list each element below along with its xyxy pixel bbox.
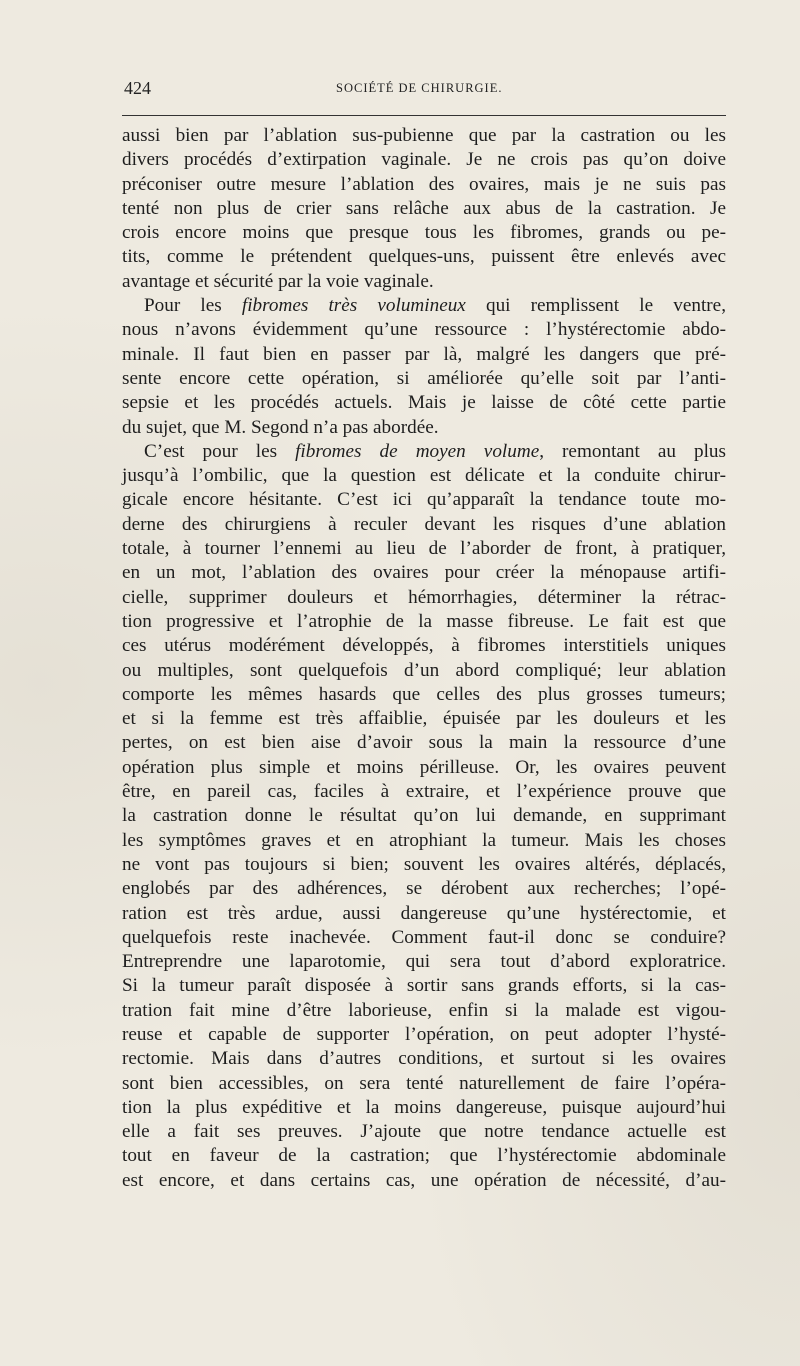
text-line	[122, 464, 726, 488]
text-line	[122, 829, 726, 853]
text-segment: derne des chirurgiens à reculer devant les risques d’une ablation	[122, 513, 726, 535]
text-segment: tout en faveur de la castration; que l’hystérectomie abdominale	[122, 1145, 726, 1167]
text-segment: , remontant au plus	[539, 440, 726, 462]
body-text	[122, 124, 726, 1193]
text-line	[122, 926, 726, 950]
text-line	[122, 221, 726, 245]
text-segment: sepsie et les procédés actuels. Mais je laisse de côté cette partie	[122, 392, 726, 414]
text-line	[122, 1120, 726, 1144]
text-line	[122, 974, 726, 998]
text-segment: comporte les mêmes hasards que celles des plus grosses tumeurs;	[122, 683, 726, 705]
text-segment: ration est très ardue, aussi dangereuse qu’une hystérectomie, et	[122, 902, 726, 924]
text-line	[122, 1023, 726, 1047]
text-segment: totale, à tourner l’ennemi au lieu de l’aborder de front, à pratiquer,	[122, 538, 726, 560]
text-line	[122, 683, 726, 707]
text-line	[122, 391, 726, 415]
text-line	[122, 731, 726, 755]
text-line	[122, 173, 726, 197]
text-segment: qui remplissent le ventre,	[465, 295, 726, 317]
text-line	[122, 902, 726, 926]
text-line	[122, 124, 726, 148]
italic-term: fibromes très volumineux	[241, 295, 466, 317]
text-segment: elle a fait ses preuves. J’ajoute que notre tendance actuelle est	[122, 1121, 726, 1143]
text-segment: tenté non plus de crier sans relâche aux abus de la castration. Je	[122, 197, 726, 219]
text-segment: tion la plus expéditive et la moins dangereuse, puisque aujourd’hui	[122, 1096, 726, 1118]
text-line	[122, 318, 726, 342]
text-line	[122, 148, 726, 172]
text-segment: opération plus simple et moins périlleuse. Or, les ovaires peuvent	[122, 756, 726, 778]
text-segment: être, en pareil cas, faciles à extraire, et l’expérience prouve que	[122, 781, 726, 803]
text-segment: la castration donne le résultat qu’on lui demande, en supprimant	[122, 805, 726, 827]
text-segment: les symptômes graves et en atrophiant la tumeur. Mais les choses	[122, 829, 726, 851]
text-line	[122, 804, 726, 828]
text-segment: aussi bien par l’ablation sus-pubienne que par la castration ou les	[122, 125, 726, 146]
text-segment: sont bien accessibles, on sera tenté naturellement de faire l’opéra-	[122, 1072, 726, 1094]
header-rule	[122, 115, 726, 116]
text-line	[122, 780, 726, 804]
text-segment: et si la femme est très affaiblie, épuisée par les douleurs et les	[122, 708, 726, 730]
text-line	[122, 197, 726, 221]
text-line	[122, 634, 726, 658]
text-line	[122, 756, 726, 780]
text-segment: quelquefois reste inachevée. Comment faut-il donc se conduire?	[122, 926, 726, 948]
text-segment: divers procédés d’extirpation vaginale. Je ne crois pas qu’on doive	[122, 149, 726, 171]
text-line	[122, 853, 726, 877]
text-segment: tion progressive et l’atrophie de la masse fibreuse. Le fait est que	[122, 610, 726, 632]
text-line	[122, 1169, 726, 1193]
text-segment: reuse et capable de supporter l’opération, on peut adopter l’hysté-	[122, 1023, 726, 1045]
text-line	[122, 610, 726, 634]
text-line	[122, 488, 726, 512]
text-segment: préconiser outre mesure l’ablation des ovaires, mais je ne suis pas	[122, 173, 726, 195]
text-segment: du sujet, que M. Segond n’a pas abordée.	[122, 416, 439, 438]
text-segment: cielle, supprimer douleurs et hémorrhagies, déterminer la rétrac-	[122, 586, 726, 608]
text-line	[122, 1072, 726, 1096]
text-segment: avantage et sécurité par la voie vaginale.	[122, 270, 434, 292]
text-segment: Entreprendre une laparotomie, qui sera tout d’abord exploratrice.	[122, 951, 726, 973]
italic-term: fibromes de moyen volume	[295, 440, 540, 462]
text-line	[122, 245, 726, 269]
text-line	[122, 999, 726, 1023]
text-line	[122, 1144, 726, 1168]
text-segment: tration fait mine d’être laborieuse, enfin si la malade est vigou-	[122, 999, 726, 1021]
text-segment: C’est pour les	[144, 440, 296, 462]
running-title: SOCIÉTÉ DE CHIRURGIE.	[336, 81, 503, 95]
text-segment: rectomie. Mais dans d’autres conditions, et surtout si les ovaires	[122, 1048, 726, 1070]
text-segment: nous n’avons évidemment qu’une ressource : l’hystérectomie abdo-	[122, 319, 726, 341]
text-line	[122, 367, 726, 391]
text-line	[122, 440, 726, 464]
text-segment: jusqu’à l’ombilic, que la question est délicate et la conduite chirur-	[122, 465, 726, 487]
text-line	[122, 561, 726, 585]
text-line	[122, 270, 726, 294]
text-segment: est encore, et dans certains cas, une opération de nécessité, d’au-	[122, 1169, 726, 1191]
text-line	[122, 513, 726, 537]
text-segment: crois encore moins que presque tous les fibromes, grands ou pe-	[122, 222, 726, 244]
text-line	[122, 1096, 726, 1120]
text-line	[122, 343, 726, 367]
page-number: 424	[124, 78, 151, 98]
text-segment: ne vont pas toujours si bien; souvent les ovaires altérés, déplacés,	[122, 853, 726, 875]
text-line	[122, 659, 726, 683]
text-segment: pertes, on est bien aise d’avoir sous la main la ressource d’une	[122, 732, 726, 754]
text-segment: minale. Il faut bien en passer par là, malgré les dangers que pré-	[122, 343, 726, 365]
text-segment: gicale encore hésitante. C’est ici qu’apparaît la tendance toute mo-	[122, 489, 726, 511]
text-line	[122, 707, 726, 731]
text-line	[122, 1047, 726, 1071]
text-line	[122, 416, 726, 440]
text-segment: Pour les	[144, 295, 242, 317]
text-line	[122, 537, 726, 561]
text-segment: ces utérus modérément développés, à fibromes interstitiels uniques	[122, 635, 726, 657]
text-segment: sente encore cette opération, si améliorée qu’elle soit par l’anti-	[122, 367, 726, 389]
text-segment: tits, comme le prétendent quelques-uns, puissent être enlevés avec	[122, 246, 726, 268]
text-line	[122, 950, 726, 974]
text-segment: en un mot, l’ablation des ovaires pour créer la ménopause artifi-	[122, 562, 726, 584]
text-line	[122, 294, 726, 318]
text-segment: englobés par des adhérences, se dérobent aux recherches; l’opé-	[122, 878, 726, 900]
text-line	[122, 877, 726, 901]
text-segment: ou multiples, sont quelquefois d’un abord compliqué; leur ablation	[122, 659, 726, 681]
text-segment: Si la tumeur paraît disposée à sortir sans grands efforts, si la cas-	[122, 975, 726, 997]
text-line	[122, 586, 726, 610]
page-header	[124, 78, 724, 102]
